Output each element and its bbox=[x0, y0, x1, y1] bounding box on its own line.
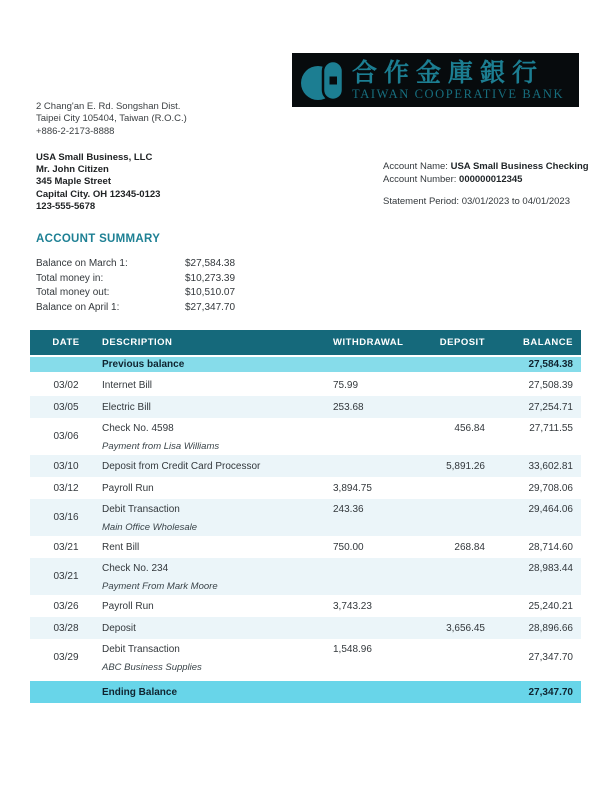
transaction-row bbox=[30, 558, 581, 595]
transactions-table bbox=[30, 330, 581, 703]
cell-withdrawal: 750.00 bbox=[333, 541, 364, 553]
cell-date: 03/10 bbox=[53, 460, 79, 472]
cell-deposit bbox=[423, 558, 485, 563]
summary-row bbox=[36, 257, 235, 272]
description-main: Check No. 234 bbox=[102, 563, 169, 574]
transaction-row bbox=[30, 477, 581, 499]
transaction-row bbox=[30, 455, 581, 477]
cell-date: 03/05 bbox=[53, 401, 79, 413]
description-main: Check No. 4598 bbox=[102, 423, 174, 434]
cell-description: Deposit from Credit Card Processor bbox=[102, 460, 261, 472]
cell-deposit: 5,891.26 bbox=[446, 460, 485, 472]
customer-name: Mr. John Citizen bbox=[36, 164, 109, 176]
bank-address-line: +886-2-2173-8888 bbox=[36, 125, 115, 137]
cell-date: 03/26 bbox=[53, 600, 79, 612]
cell-balance: 27,254.71 bbox=[528, 401, 573, 413]
summary-row bbox=[36, 286, 235, 301]
customer-company: USA Small Business, LLC bbox=[36, 152, 153, 163]
summary-value: $27,347.70 bbox=[185, 301, 236, 313]
summary-row bbox=[36, 272, 235, 287]
description-main: Debit Transaction bbox=[102, 504, 180, 515]
summary-value: $27,584.38 bbox=[185, 258, 236, 269]
statement-period-value: 03/01/2023 to 04/01/2023 bbox=[461, 196, 570, 208]
transaction-row bbox=[30, 418, 581, 455]
summary-label: Total money in: bbox=[36, 272, 104, 284]
cell-deposit: 268.84 bbox=[454, 541, 485, 553]
statement-period-label: Statement Period: bbox=[383, 196, 462, 208]
account-number-row bbox=[383, 174, 589, 187]
summary-label: Total money out: bbox=[36, 287, 110, 299]
customer-city: Capital City. OH 12345-0123 bbox=[36, 188, 161, 200]
cell-date: 03/02 bbox=[53, 379, 79, 391]
cell-balance: 29,464.06 bbox=[528, 504, 573, 515]
bank-address-line: 2 Chang'an E. Rd. Songshan Dist. bbox=[36, 101, 181, 112]
account-name-label: Account Name: bbox=[383, 161, 451, 172]
cell-balance: 25,240.21 bbox=[528, 600, 573, 612]
description-main: Debit Transaction bbox=[102, 644, 180, 655]
cell-withdrawal: 253.68 bbox=[333, 401, 364, 413]
cell-date: 03/21 bbox=[53, 541, 79, 553]
account-info-block bbox=[383, 161, 589, 209]
account-number-label: Account Number: bbox=[383, 173, 460, 185]
customer-address-block bbox=[36, 152, 160, 213]
customer-street: 345 Maple Street bbox=[36, 176, 111, 188]
transaction-row bbox=[30, 536, 581, 558]
header-description: DESCRIPTION bbox=[102, 337, 173, 348]
ending-balance-row bbox=[30, 681, 581, 703]
cell-description: Payroll Run bbox=[102, 482, 154, 494]
cell-balance: 27,584.38 bbox=[528, 359, 573, 370]
summary-label: Balance on April 1: bbox=[36, 301, 120, 313]
cell-date: 03/16 bbox=[53, 512, 79, 523]
cell-balance: 27,347.70 bbox=[528, 686, 573, 698]
cell-description bbox=[102, 499, 333, 533]
cell-date: 03/06 bbox=[53, 431, 79, 442]
header-deposit: DEPOSIT bbox=[439, 337, 485, 348]
header-withdrawal: WITHDRAWAL bbox=[333, 337, 404, 348]
account-number-value: 000000012345 bbox=[459, 173, 523, 185]
account-summary-title: ACCOUNT SUMMARY bbox=[36, 233, 161, 245]
cell-withdrawal bbox=[333, 558, 423, 563]
cell-date: 03/12 bbox=[53, 482, 79, 494]
cell-balance: 28,983.44 bbox=[528, 563, 573, 574]
transaction-row bbox=[30, 617, 581, 639]
previous-balance-row bbox=[30, 355, 581, 374]
account-name-value: USA Small Business Checking bbox=[450, 161, 589, 172]
summary-label: Balance on March 1: bbox=[36, 258, 128, 269]
customer-phone: 123-555-5678 bbox=[36, 200, 96, 212]
bank-logo-text bbox=[352, 59, 564, 102]
cell-description bbox=[102, 558, 333, 592]
cell-description: Payroll Run bbox=[102, 600, 154, 612]
header-date: DATE bbox=[52, 337, 80, 348]
cell-balance: 27,347.70 bbox=[528, 652, 573, 663]
cell-date: 03/21 bbox=[53, 571, 79, 582]
cell-balance: 29,708.06 bbox=[528, 482, 573, 494]
cell-deposit: 456.84 bbox=[454, 423, 485, 434]
cell-balance: 28,896.66 bbox=[528, 622, 573, 634]
cell-withdrawal bbox=[333, 418, 423, 423]
summary-value: $10,273.39 bbox=[185, 272, 236, 284]
bank-coin-icon bbox=[300, 56, 346, 104]
cell-description: Ending Balance bbox=[102, 686, 178, 698]
transaction-row bbox=[30, 396, 581, 418]
bank-logo bbox=[292, 53, 579, 107]
account-summary bbox=[36, 257, 235, 315]
cell-description bbox=[102, 418, 333, 452]
cell-deposit: 3,656.45 bbox=[446, 622, 485, 634]
description-detail: Main Office Wholesale bbox=[102, 522, 198, 533]
cell-description: Rent Bill bbox=[102, 541, 140, 553]
cell-deposit bbox=[423, 499, 485, 504]
statement-period-row bbox=[383, 196, 589, 209]
bank-chinese-name: 合作金庫銀行 bbox=[352, 57, 545, 87]
cell-withdrawal: 243.36 bbox=[333, 504, 364, 515]
cell-withdrawal: 3,894.75 bbox=[333, 482, 372, 494]
bank-address bbox=[36, 101, 187, 138]
bank-address-line: Taipei City 105404, Taiwan (R.O.C.) bbox=[36, 113, 187, 125]
summary-value: $10,510.07 bbox=[185, 287, 236, 299]
cell-description: Previous balance bbox=[102, 359, 185, 370]
cell-description: Internet Bill bbox=[102, 379, 153, 391]
cell-description: Deposit bbox=[102, 622, 136, 634]
account-name-row bbox=[383, 161, 589, 174]
cell-balance: 28,714.60 bbox=[528, 541, 573, 553]
cell-withdrawal: 1,548.96 bbox=[333, 644, 372, 655]
cell-description bbox=[102, 639, 333, 673]
cell-date: 03/29 bbox=[53, 652, 79, 663]
cell-balance: 27,711.55 bbox=[529, 423, 573, 434]
table-header-row bbox=[30, 330, 581, 355]
cell-date: 03/28 bbox=[53, 622, 79, 634]
transaction-row bbox=[30, 499, 581, 536]
description-detail: Payment from Lisa Williams bbox=[102, 441, 220, 452]
transaction-row bbox=[30, 374, 581, 396]
summary-row bbox=[36, 301, 235, 316]
cell-withdrawal: 3,743.23 bbox=[333, 600, 372, 612]
bank-english-name: TAIWAN COOPERATIVE BANK bbox=[352, 86, 565, 101]
transaction-row bbox=[30, 639, 581, 676]
cell-deposit bbox=[423, 639, 485, 644]
cell-balance: 33,602.81 bbox=[528, 460, 573, 472]
description-detail: ABC Business Supplies bbox=[102, 662, 202, 673]
description-detail: Payment From Mark Moore bbox=[102, 581, 218, 592]
transaction-row bbox=[30, 595, 581, 617]
cell-balance: 27,508.39 bbox=[528, 379, 573, 391]
cell-description: Electric Bill bbox=[102, 401, 151, 413]
header-balance: BALANCE bbox=[523, 337, 573, 348]
cell-withdrawal: 75.99 bbox=[333, 379, 359, 391]
